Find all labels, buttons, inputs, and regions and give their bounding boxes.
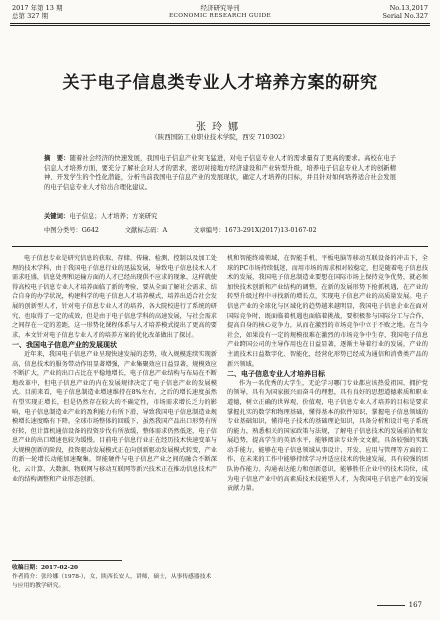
footnote-rule [12, 560, 122, 561]
document-code: 文献标志码：A [124, 227, 168, 234]
header-center: 经济研究导刊 ECONOMIC RESEARCH GUIDE [168, 4, 272, 19]
footnote [12, 560, 217, 591]
page-number: 167 [377, 601, 422, 609]
author-affiliation: （陕西国防工业职业技术学院，西安 710302） [151, 133, 289, 141]
section-heading: 二、电子信息专业人才培养目标 [227, 369, 325, 379]
abstract-divider [12, 246, 428, 247]
abstract-label: 摘 要： [44, 155, 70, 162]
header-rule-thin [10, 25, 430, 26]
abstract [44, 154, 396, 192]
body-paragraph: 作为一名优秀的大学生，无论学习哪门专业都应该热爱祖国、拥护党的领导，具有为国家振兴而奋斗的理想，具有良好的思想道德素质和职业道德，树立正确的世界观、价值观，电子信息专业人才培养的目标是要求掌握扎实的数学和物理基础，懂得基本的软件知识，掌握电子信息领域的专业基础知识，懂得电子技术的基础理论知识，具备分析和设计电子系统的能力，熟悉相关的国家政策与法规，了解电子信息技术的发展前沿和发展趋势，提高学生的英语水平，能够阅读专业外文文献，具备较强的实践动手能力，能够在电子信息领域从事设计、开发、应用与管理等方面的工作，在未来的工作中能够持续学习并适应技术的快速发展，具有较强的团队协作能力、沟通表达能力和创新意识，能够胜任企业中的技术岗位，成为电子信息产业中的高素质技术技能型人才，为我国电子信息产业的发展贡献力量。 [227, 379, 428, 493]
abstract-text: 随着社会经济的快速发展，我国电子信息产业突飞猛进，对电子信息专业人才的需求量有了更高的要求。高校在电子信息人才培养方面，要充分了解社会对人才的需求，密切对接地方经济建设和产业转型升级，培养电子信息专业人才的创新精神、开发学生的个性化潜能，分析当前我国电子信息产业的发展现状，确定人才培养的目标，并且针对如何培养适合社会发展的电子信息专业人才给出合理化建议。 [44, 155, 397, 191]
article-number: 文章编号：1673-291X(2017)13-0167-02 [193, 227, 317, 234]
author-bio: 作者简介：张玲娜（1978-），女，陕西长安人，讲师，硕士，从事传感器技术与应用的教学研究。 [12, 574, 212, 589]
body-paragraph-continued: 机和智能终端领域，在智能手机、平板电脑等移动互联设备的冲击下，全球的PC市场持续低迷，而用市场的需求相对较稳定，但是随着电子信息技术的发展，我国电子信息制造业要想在国际市场上保持竞争优势，就必须加快技术创新和产业结构的调整，在新的发展形势下抢抓机遇，在产业的转型升级过程中寻找新的增长点，实现电子信息产业的高质量发展。电子信息产业的全球化与区域化的趋势越来越明显，我国电子信息企业在面对国际竞争时，既面临着机遇也面临着挑战，要积极参与国际分工与合作，提高自身的核心竞争力，从而在激烈的市场竞争中立于不败之地。在当今社会，如果没有一定的规模很难在激烈的市场竞争中生存，我国电子信息产业跨国公司的主导作用也在日益显著，逐渐主导着行业的发展，产业的主流技术日益数字化、智能化，经营化形势已经成为通信和消费类产品的新兴领域。 [227, 255, 428, 368]
author-name: 张玲娜 [196, 122, 244, 133]
header-right: No.13,2017 Serial No.327 [382, 4, 428, 20]
keywords [44, 212, 396, 221]
article-title: 关于电子信息类专业人才培养方案的研究 [62, 73, 378, 93]
received-date: 收稿日期：2017-02-20 [12, 565, 79, 571]
header-rule [10, 23, 430, 24]
keywords-label: 关键词： [44, 213, 70, 220]
left-column [12, 254, 217, 554]
classification-line [44, 226, 396, 235]
header-left: 2017 年第 13 期 总第 327 期 [12, 4, 63, 20]
running-header [0, 4, 440, 30]
intro-paragraph: 电子信息专业是研究信息的获取、存储、传输、检测、控制以及加工处理的技术学科，由于我国电子信息行业的迅猛发展，导致电子信息技术人才需求旺盛，信息处理和运输方面的人才已经出现供不应求的现象，这样就使得高校电子信息专业人才培养面临了新的考验，要从全面了解社会需求、结合自身的办学状况，构建科学的电子信息人才培养模式，培养出适合社会发展的创新型人才，针对电子信息专业人才的培养，各大院校进行了系统的研究，也取得了一定的成效，但是由于电子信息学科的高速发展，与社会需求之间存在一定的差距，这一形势化课程体系与人才培养模式提出了更高的要求，本文针对电子信息专业人才的培养方案的优化改革做出了探讨。 [12, 255, 217, 339]
keywords-text: 电子信息；人才培养；方案研究 [69, 213, 158, 220]
body-paragraph: 近年来，我国电子信息产业呈现快速发展的态势，收入规模连续实现新高，信息技术的服务带动作用显著增强，产业集聚效应日益显著，规模效应不断扩大，产业的出口占比在平稳地增长，电子信息产业结构与布局在不断地改革中，但电子信息产业的内在发展规律决定了电子信息产业的发展模式。目前来看，电子信息制造业增速维持在8%左右，之后的增长速度虽然有望实现正增长，但是仍然存在较大的不确定性，市场需求增长乏力的影响，电子信息制造业产业的盈利能力有所下滑，导致我国电子信息制造业规模增长速度略有下降。全球市场整体的回暖下，虽然我国产品出口形势有所好转，但计算机通信设备的投资步伐有所放缓，整体需求仍然低迷，电子信息产业的出口增速也较为缓慢。目前电子信息行业正在经历技术快速变革与大规模创新的阶段，投资驱动发展模式正在向创新驱动发展模式转变，产业的新一轮增长动能加速聚集，智能硬件与电子信息产业之间的融合不断深化，云计算、大数据、物联网与移动互联网等新兴技术正在推动信息技术产业的结构调整和产业形态创新。 [12, 350, 217, 483]
section-heading: 一、我国电子信息产业的发展现状 [12, 340, 117, 350]
clc-number: 中图分类号：G642 [44, 227, 99, 234]
right-column [227, 254, 428, 596]
